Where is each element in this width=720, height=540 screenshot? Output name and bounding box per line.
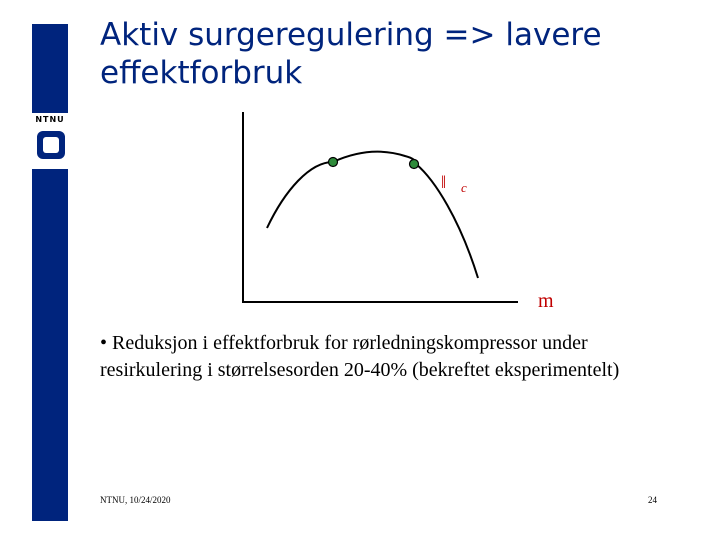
operating-point-2 bbox=[410, 160, 419, 169]
bullet-text bbox=[100, 330, 720, 384]
operating-point-1 bbox=[329, 158, 338, 167]
left-brand-bar bbox=[32, 24, 68, 521]
slide-title bbox=[100, 16, 700, 92]
ntnu-logo-text: NTNU bbox=[35, 115, 65, 124]
bullet-line-2: resirkulering i størrelsesorden 20-40% (bekreftet eksperimentelt) bbox=[100, 359, 620, 381]
efficiency-curve bbox=[267, 152, 478, 278]
bullet-line-1: • Reduksjon i effektforbruk for rørledningskompressor under bbox=[100, 332, 588, 354]
title-line-2: effektforbruk bbox=[100, 55, 303, 91]
ntnu-logo-block bbox=[26, 113, 74, 169]
footer-date: NTNU, 10/24/2020 bbox=[100, 495, 171, 505]
curve-label-subscript: c bbox=[461, 180, 467, 195]
x-axis-label: m bbox=[538, 290, 554, 312]
page-number: 24 bbox=[648, 495, 657, 505]
compressor-curve-diagram bbox=[230, 100, 560, 315]
title-line-1: Aktiv surgeregulering => lavere bbox=[100, 17, 602, 53]
ntnu-logo-icon bbox=[36, 130, 66, 160]
curve-label-glyph: ‖ bbox=[441, 172, 447, 192]
